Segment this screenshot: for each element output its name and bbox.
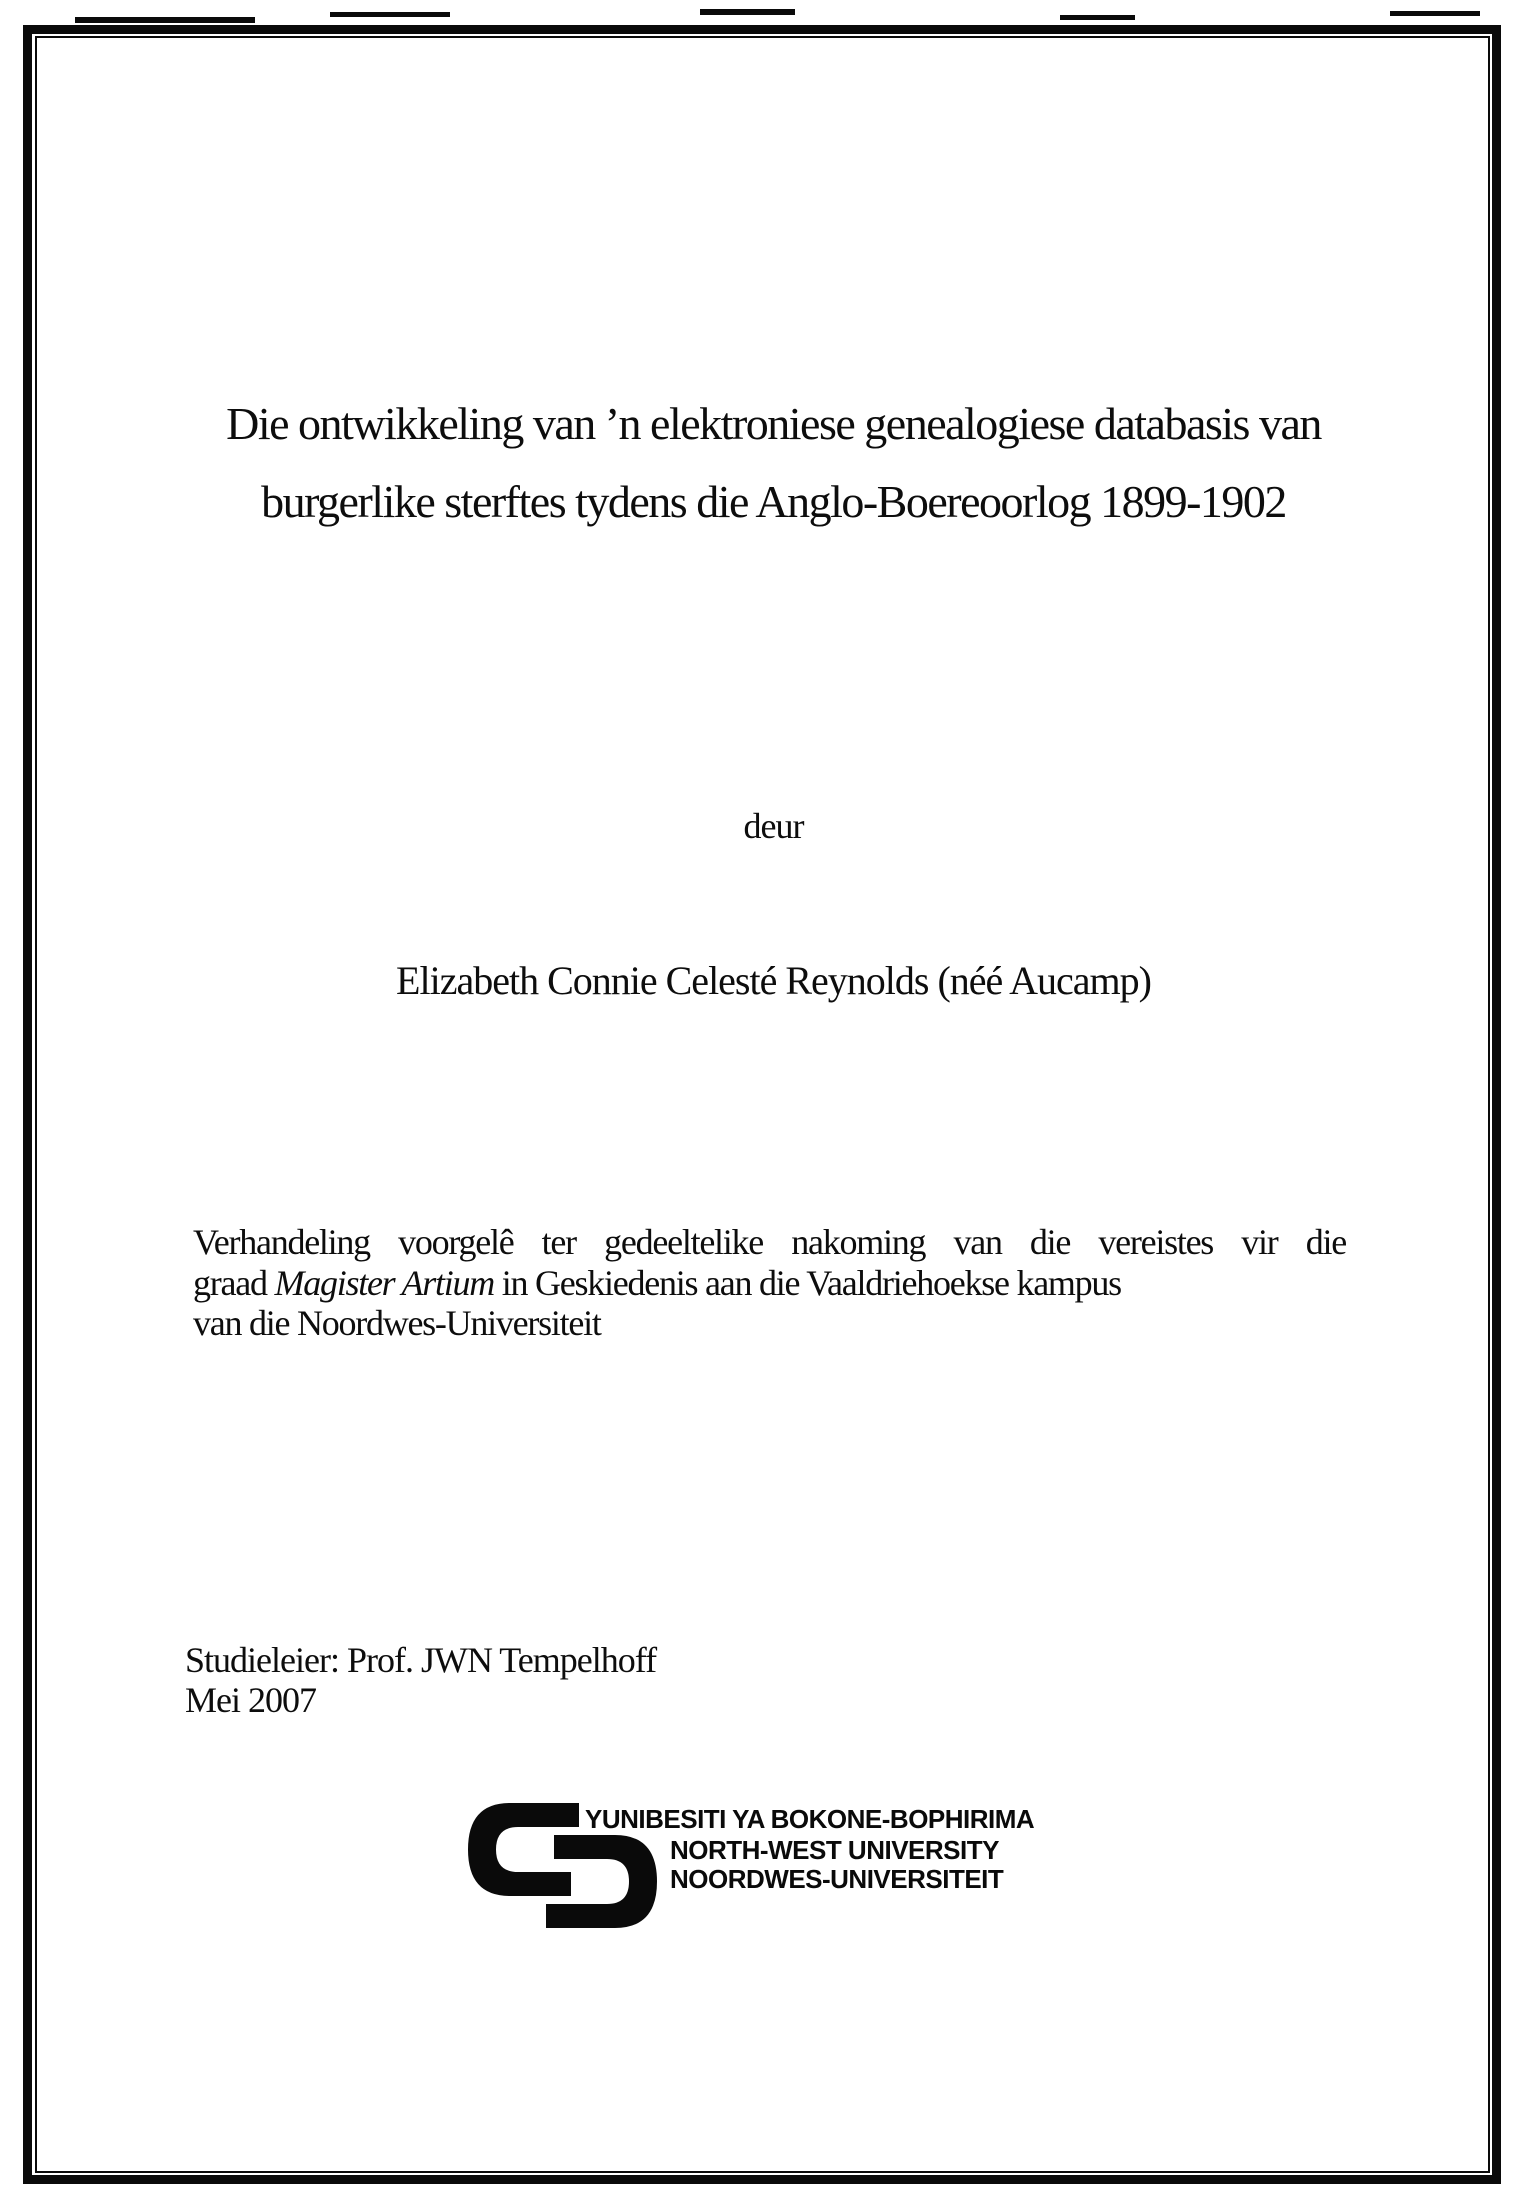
logo-text-english: NORTH-WEST UNIVERSITY: [670, 1835, 999, 1865]
scan-artifact: [1390, 11, 1480, 16]
date-line: Mei 2007: [185, 1680, 316, 1720]
thesis-title: [20, 385, 1527, 541]
scan-artifact: [75, 17, 255, 23]
thesis-title-line2: burgerlike sterftes tydens die Anglo-Boereoorlog 1899-1902: [261, 476, 1286, 527]
degree-statement-line3: van die Noordwes-Universiteit: [193, 1303, 601, 1343]
scan-artifact: [700, 9, 795, 15]
author-name: Elizabeth Connie Celesté Reynolds (néé Aucamp): [396, 958, 1151, 1003]
supervisor-block: [185, 1640, 656, 1720]
degree-name-italic: Magister Artium: [274, 1262, 495, 1303]
scan-artifact: [1060, 15, 1135, 20]
degree-statement: [193, 1222, 1346, 1344]
byline: deur: [743, 806, 804, 846]
scan-artifact: [330, 12, 450, 17]
degree-statement-line1: Verhandeling voorgelê ter gedeeltelike nakoming van die vereistes vir die: [193, 1222, 1346, 1262]
logo-text-setswana: YUNIBESITI YA BOKONE-BOPHIRIMA: [585, 1804, 1035, 1834]
thesis-title-line1: Die ontwikkeling van ’n elektroniese genealogiese databasis van: [226, 398, 1321, 449]
degree-statement-line2: graad Magister Artium in Geskiedenis aan die Vaaldriehoekse kampus: [193, 1262, 1121, 1303]
supervisor-line: Studieleier: Prof. JWN Tempelhoff: [185, 1640, 657, 1680]
logo-text-afrikaans: NOORDWES-UNIVERSITEIT: [670, 1864, 1004, 1894]
